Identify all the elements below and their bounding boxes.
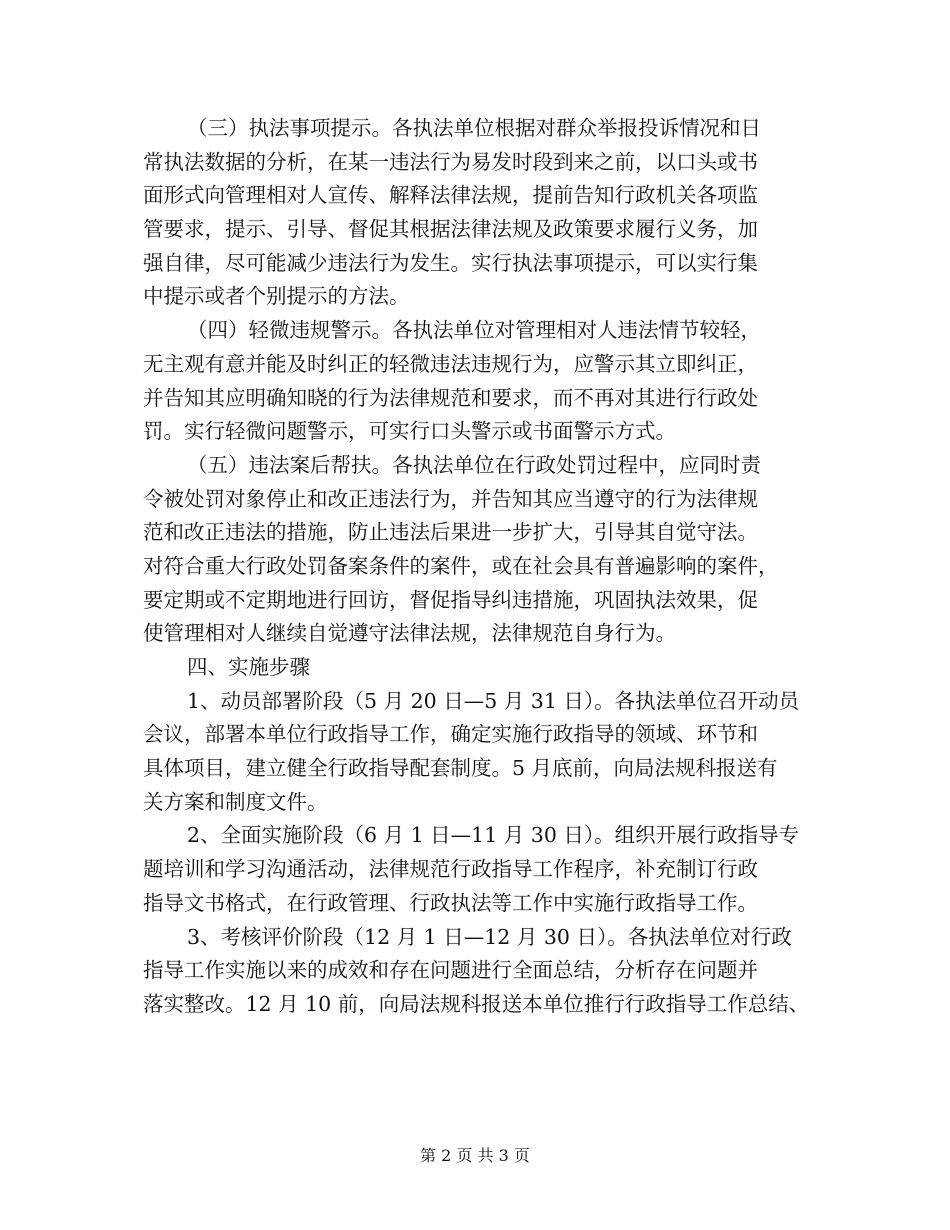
paragraph-line: 指导工作实施以来的成效和存在问题进行全面总结，分析存在问题并 <box>143 958 758 983</box>
paragraph-line: 令被处罚对象停止和改正违法行为，并告知其应当遵守的行为法律规 <box>143 486 758 511</box>
document-body <box>143 112 823 1022</box>
paragraph-line: 中提示或者个别提示的方法。 <box>143 284 410 309</box>
paragraph-line: 范和改正违法的措施，防止违法后果进一步扩大，引导其自觉守法。 <box>143 520 758 545</box>
paragraph-line: 管要求，提示、引导、督促其根据法律法规及政策要求履行义务，加 <box>143 217 758 242</box>
section-heading: 四、实施步骤 <box>187 655 310 679</box>
page-number-footer: 第 2 页 共 3 页 <box>420 1146 530 1165</box>
paragraph-line: 并告知其应明确知晓的行为法律规范和要求，而不再对其进行行政处 <box>143 385 758 410</box>
paragraph-line: （五）违法案后帮扶。各执法单位在行政处罚过程中，应同时责 <box>187 452 761 477</box>
paragraph-line: （四）轻微违规警示。各执法单位对管理相对人违法情节较轻， <box>187 318 761 343</box>
paragraph-line: 使管理相对人继续自觉遵守法律法规，法律规范自身行为。 <box>143 621 676 646</box>
paragraph-line: 指导文书格式，在行政管理、行政执法等工作中实施行政指导工作。 <box>143 890 758 915</box>
paragraph-line: 无主观有意并能及时纠正的轻微违法违规行为，应警示其立即纠正， <box>143 351 758 376</box>
paragraph-line: 会议，部署本单位行政指导工作，确定实施行政指导的领域、环节和 <box>143 722 758 747</box>
paragraph-line: 3、考核评价阶段（12 月 1 日—12 月 30 日）。各执法单位对行政 <box>187 924 792 949</box>
paragraph-line: 关方案和制度文件。 <box>143 789 328 814</box>
paragraph-line: 题培训和学习沟通活动，法律规范行政指导工作程序，补充制订行政 <box>143 857 758 882</box>
paragraph-line: 强自律，尽可能减少违法行为发生。实行执法事项提示，可以实行集 <box>143 250 758 275</box>
paragraph-line: 对符合重大行政处罚备案条件的案件，或在社会具有普遍影响的案件， <box>143 553 779 578</box>
paragraph-line: 落实整改。12 月 10 前，向局法规科报送本单位推行行政指导工作总结、 <box>143 991 810 1016</box>
paragraph-line: 要定期或不定期地进行回访，督促指导纠违措施，巩固执法效果，促 <box>143 587 758 612</box>
paragraph-line: 常执法数据的分析，在某一违法行为易发时段到来之前，以口头或书 <box>143 149 758 174</box>
paragraph-line: 具体项目，建立健全行政指导配套制度。5 月底前，向局法规科报送有 <box>143 756 778 781</box>
paragraph-line: 1、动员部署阶段（5 月 20 日—5 月 31 日）。各执法单位召开动员 <box>187 688 800 713</box>
paragraph-line: 罚。实行轻微问题警示，可实行口头警示或书面警示方式。 <box>143 419 676 444</box>
paragraph-line: （三）执法事项提示。各执法单位根据对群众举报投诉情况和日 <box>187 116 761 140</box>
paragraph-line: 2、全面实施阶段（6 月 1 日—11 月 30 日）。组织开展行政指导专 <box>187 823 800 848</box>
paragraph-line: 面形式向管理相对人宣传、解释法律法规，提前告知行政机关各项监 <box>143 183 758 208</box>
